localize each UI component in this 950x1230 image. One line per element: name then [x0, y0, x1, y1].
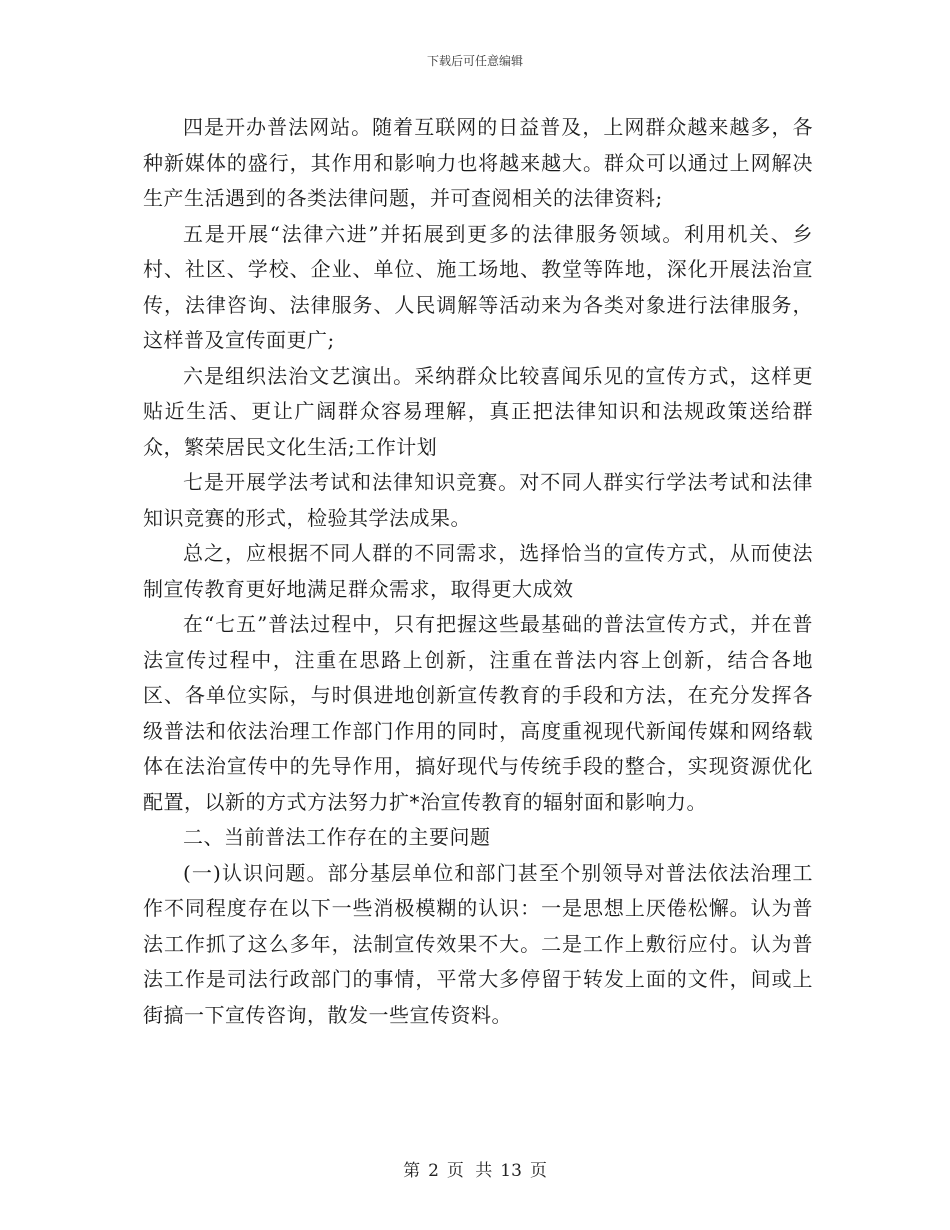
paragraph-website: 四是开办普法网站。随着互联网的日益普及，上网群众越来越多，各种新媒体的盛行，其作用和影响力也将越来越大。群众可以通过上网解决生产生活遇到的各类法律问题，并可查阅相关的法律资料; [143, 115, 813, 210]
document-body [143, 110, 813, 1033]
paragraph-seventh-five-year: 在“七五”普法过程中，只有把握这些最基础的普法宣传方式，并在普法宣传过程中，注重在思路上创新，注重在普法内容上创新，结合各地区、各单位实际，与时俱进地创新宣传教育的手段和方法，在充分发挥各级普法和依法治理工作部门作用的同时，高度重视现代新闻传媒和网络载体在法治宣传中的先导作用，搞好现代与传统手段的整合，实现资源优化配置，以新的方式方法努力扩*治宣传教育的辐射面和影响力。 [143, 612, 813, 814]
paragraph-law-six-entries: 五是开展“法律六进”并拓展到更多的法律服务领域。利用机关、乡村、社区、学校、企业、单位、施工场地、教堂等阵地，深化开展法治宣传，法律咨询、法律服务、人民调解等活动来为各类对象进行法律服务，这样普及宣传面更广; [143, 221, 813, 352]
paragraph-awareness-problem: (一)认识问题。部分基层单位和部门甚至个别领导对普法依法治理工作不同程度存在以下一些消极模糊的认识：一是思想上厌倦松懈。认为普法工作抓了这么多年，法制宣传效果不大。二是工作上敷衍应付。认为普法工作是司法行政部门的事情，平常大多停留于转发上面的文件，间或上街搞一下宣传咨询，散发一些宣传资料。 [143, 860, 813, 1027]
paragraph-art-performance: 六是组织法治文艺演出。采纳群众比较喜闻乐见的宣传方式，这样更贴近生活、更让广阔群众容易理解，真正把法律知识和法规政策送给群众，繁荣居民文化生活;工作计划 [143, 363, 813, 459]
footer-suffix: 页 [529, 1161, 547, 1181]
paragraph-law-exam: 七是开展学法考试和法律知识竞赛。对不同人群实行学法考试和法律知识竞赛的形式，检验其学法成果。 [143, 470, 813, 530]
total-pages-number: 13 [500, 1161, 522, 1181]
current-page-number: 2 [428, 1161, 439, 1181]
footer-middle: 页 共 [446, 1161, 493, 1181]
footer-prefix: 第 [403, 1161, 421, 1181]
section-heading-problems: 二、当前普法工作存在的主要问题 [183, 825, 491, 849]
paragraph-summary: 总之，应根据不同人群的不同需求，选择恰当的宣传方式，从而使法制宣传教育更好地满足群众需求，取得更大成效 [143, 541, 813, 601]
page-header: 下载后可任意编辑 [426, 54, 523, 68]
page-footer [0, 1156, 950, 1181]
